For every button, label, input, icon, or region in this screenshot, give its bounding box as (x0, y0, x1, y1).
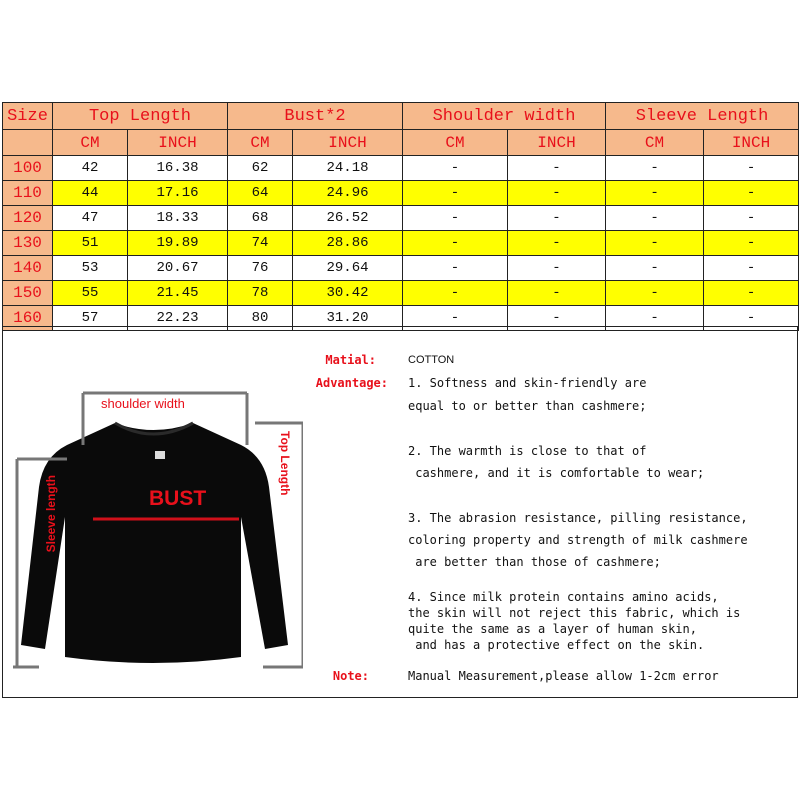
value-cell: 30.42 (293, 281, 403, 306)
value-cell: 31.20 (293, 306, 403, 331)
advantage-label: Advantage: (315, 376, 388, 390)
advantage-line: and has a protective effect on the skin. (408, 638, 705, 652)
size-cell: 120 (3, 206, 53, 231)
value-cell: 51 (53, 231, 128, 256)
unit-cell: INCH (293, 130, 403, 156)
table-row (3, 256, 799, 281)
sleeve-length-label: Sleeve length (44, 475, 58, 553)
advantage-line: quite the same as a layer of human skin, (408, 622, 697, 636)
advantage-line: 3. The abrasion resistance, pilling resistance, (408, 511, 748, 525)
value-cell: - (606, 206, 704, 231)
value-cell: 44 (53, 181, 128, 206)
size-cell: 130 (3, 231, 53, 256)
value-cell: 68 (228, 206, 293, 231)
value-cell: - (704, 281, 799, 306)
value-cell: - (606, 231, 704, 256)
value-cell: 29.64 (293, 256, 403, 281)
size-cell: 160 (3, 306, 53, 331)
table-body (3, 156, 799, 331)
shirt-diagram (3, 327, 303, 697)
info-panel (2, 326, 798, 698)
value-cell: 22.23 (128, 306, 228, 331)
header-bust: Bust*2 (228, 103, 403, 130)
advantage-line: 2. The warmth is close to that of (408, 444, 647, 458)
value-cell: - (403, 181, 508, 206)
unit-cell: INCH (704, 130, 799, 156)
size-cell: 100 (3, 156, 53, 181)
value-cell: 16.38 (128, 156, 228, 181)
value-cell: 24.18 (293, 156, 403, 181)
value-cell: 47 (53, 206, 128, 231)
table-row (3, 281, 799, 306)
value-cell: - (508, 206, 606, 231)
unit-cell: CM (53, 130, 128, 156)
value-cell: 57 (53, 306, 128, 331)
value-cell: - (704, 156, 799, 181)
size-header: Size (3, 103, 53, 130)
value-cell: 21.45 (128, 281, 228, 306)
value-cell: - (403, 256, 508, 281)
value-cell: 17.16 (128, 181, 228, 206)
header-shoulder-width: Shoulder width (403, 103, 606, 130)
value-cell: - (508, 306, 606, 331)
size-table (2, 102, 799, 331)
value-cell: - (508, 181, 606, 206)
size-cell: 140 (3, 256, 53, 281)
shoulder-width-label: shoulder width (101, 396, 185, 411)
header-sleeve-length: Sleeve Length (606, 103, 799, 130)
value-cell: 64 (228, 181, 293, 206)
value-cell: 55 (53, 281, 128, 306)
material-value: COTTON (408, 354, 455, 366)
unit-cell: CM (606, 130, 704, 156)
table-unit-row (3, 130, 799, 156)
value-cell: - (704, 181, 799, 206)
value-cell: 80 (228, 306, 293, 331)
bust-label: BUST (149, 487, 207, 510)
value-cell: 53 (53, 256, 128, 281)
value-cell: 74 (228, 231, 293, 256)
value-cell: - (508, 281, 606, 306)
value-cell: - (606, 156, 704, 181)
value-cell: - (606, 281, 704, 306)
value-cell: - (606, 181, 704, 206)
value-cell: - (704, 231, 799, 256)
table-row (3, 231, 799, 256)
table-header-row (3, 103, 799, 130)
value-cell: - (606, 306, 704, 331)
value-cell: 76 (228, 256, 293, 281)
size-cell: 110 (3, 181, 53, 206)
value-cell: - (508, 231, 606, 256)
value-cell: - (704, 306, 799, 331)
note-text: Manual Measurement,please allow 1-2cm error (408, 669, 719, 683)
value-cell: 42 (53, 156, 128, 181)
value-cell: - (403, 306, 508, 331)
advantage-line: coloring property and strength of milk cashmere (408, 533, 748, 547)
value-cell: - (704, 256, 799, 281)
value-cell: 62 (228, 156, 293, 181)
value-cell: 20.67 (128, 256, 228, 281)
table-row (3, 181, 799, 206)
value-cell: 26.52 (293, 206, 403, 231)
unit-cell: CM (403, 130, 508, 156)
advantage-line: the skin will not reject this fabric, which is (408, 606, 741, 620)
advantage-line: 4. Since milk protein contains amino acids, (408, 590, 719, 604)
value-cell: 78 (228, 281, 293, 306)
table-row (3, 206, 799, 231)
table-row (3, 156, 799, 181)
unit-cell: INCH (508, 130, 606, 156)
value-cell: 24.96 (293, 181, 403, 206)
value-cell: - (704, 206, 799, 231)
header-top-length: Top Length (53, 103, 228, 130)
material-label: Matial: (325, 353, 376, 367)
value-cell: - (508, 256, 606, 281)
value-cell: - (403, 206, 508, 231)
shirt-tag (155, 451, 165, 459)
advantage-line: equal to or better than cashmere; (408, 399, 647, 413)
value-cell: 19.89 (128, 231, 228, 256)
unit-blank (3, 130, 53, 156)
value-cell: - (403, 281, 508, 306)
advantage-line: are better than those of cashmere; (408, 555, 661, 569)
size-cell: 150 (3, 281, 53, 306)
value-cell: - (606, 256, 704, 281)
unit-cell: INCH (128, 130, 228, 156)
top-length-label: Top Length (278, 431, 292, 496)
note-label: Note: (332, 669, 369, 683)
value-cell: 28.86 (293, 231, 403, 256)
value-cell: - (403, 156, 508, 181)
value-cell: - (508, 156, 606, 181)
unit-cell: CM (228, 130, 293, 156)
advantage-line: 1. Softness and skin-friendly are (408, 376, 647, 390)
value-cell: 18.33 (128, 206, 228, 231)
value-cell: - (403, 231, 508, 256)
advantage-line: cashmere, and it is comfortable to wear; (408, 466, 705, 480)
